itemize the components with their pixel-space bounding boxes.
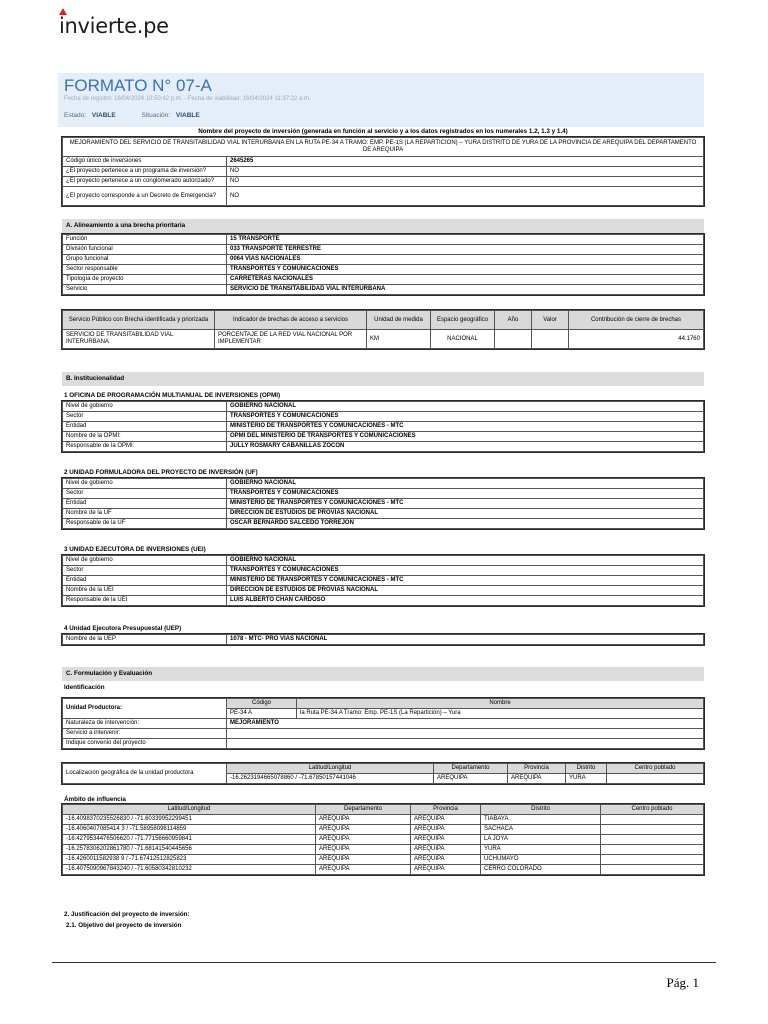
column-header: Valor <box>532 311 569 330</box>
row-value <box>227 729 704 739</box>
row-value: DIRECCIÓN DE ESTUDIOS DE PROVIAS NACIONAL <box>227 586 704 596</box>
column-header: Provincia <box>411 805 481 815</box>
table-row <box>63 255 704 265</box>
objetivo-title: 2.1. Objetivo del proyecto de inversión <box>66 922 182 929</box>
row-label: Responsable de la UF <box>63 519 227 529</box>
row-value: MINISTERIO DE TRANSPORTES Y COMUNICACIONES - MTC <box>227 422 704 432</box>
row-label: Nombre de la UEI <box>63 586 227 596</box>
project-name-title: Nombre del proyecto de inversión (generada en función al servicio y a los datos registrados en los numerales 1.2, 1.3 y 1.4) <box>198 128 568 135</box>
table-row <box>63 825 704 835</box>
row-value: MINISTERIO DE TRANSPORTES Y COMUNICACIONES - MTC <box>227 499 704 509</box>
invierte-pe-logo <box>59 14 169 38</box>
row-label: Función <box>63 235 227 245</box>
cell: AREQUIPA <box>316 865 411 875</box>
general-table <box>62 137 704 206</box>
table-row <box>63 479 704 489</box>
brecha-header-row <box>63 311 704 330</box>
form-title: FORMATO N° 07-A <box>64 76 212 95</box>
row-label: Servicio <box>63 285 227 295</box>
row-label: Entidad <box>63 422 227 432</box>
cell <box>532 330 569 349</box>
column-header: Año <box>495 311 532 330</box>
cell: -16.2578306202861780 / -71.68141540445656 <box>63 845 316 855</box>
form-dates: Fecha de registro: 16/04/2024 10:50:42 p.m. - Fecha de viabilidad: 16/04/2024 11:37:22 a.m. <box>64 96 311 102</box>
row-value: TRANSPORTES Y COMUNICACIONES <box>227 489 704 499</box>
table-row <box>63 865 704 875</box>
cell: -16.4075090967843240 / -71.60580342810232 <box>63 865 316 875</box>
column-header: Espacio geográfico <box>431 311 495 330</box>
column-header: Indicador de brechas de acceso a servicios <box>215 311 367 330</box>
row-label: Sector <box>63 412 227 422</box>
ambito-table <box>62 804 704 875</box>
row-label: División funcional <box>63 245 227 255</box>
loc-header-row <box>63 764 704 774</box>
table-row <box>63 177 704 187</box>
table-row <box>63 412 704 422</box>
cell: YURA <box>566 774 607 784</box>
table-row <box>63 509 704 519</box>
estado-value: VIABLE <box>91 112 116 119</box>
table-row <box>63 157 704 167</box>
table-row <box>63 815 704 825</box>
cell: AREQUIPA <box>411 855 481 865</box>
section-c-bar <box>62 667 704 681</box>
cell: PE-34 A <box>227 709 297 719</box>
row-label: Sector <box>63 489 227 499</box>
row-value: MEJORAMIENTO <box>227 719 704 729</box>
up-header-row <box>63 699 704 709</box>
uep-title: 4 Unidad Ejecutora Presupuestal (UEP) <box>64 625 182 632</box>
cell: 44.1760 <box>569 330 704 349</box>
table-row <box>63 556 704 566</box>
logo-arrow-icon <box>59 8 67 15</box>
cell: -16.4279534476506620 / -71.77156660959841 <box>63 835 316 845</box>
row-label: ¿El proyecto corresponde a un Decreto de Emergencia? <box>63 187 227 206</box>
row-value: 1078 - MTC- PRO VIAS NACIONAL <box>227 635 704 645</box>
cell: AREQUIPA <box>411 835 481 845</box>
row-value: GOBIERNO NACIONAL <box>227 556 704 566</box>
row-value: 0064 VÍAS NACIONALES <box>227 255 704 265</box>
column-header: Servicio Público con Brecha identificada y priorizada <box>63 311 215 330</box>
row-value: 2645265 <box>227 157 704 167</box>
column-header: Departamento <box>316 805 411 815</box>
table-row <box>63 835 704 845</box>
cell: YURA <box>481 845 601 855</box>
ambito-header-row <box>63 805 704 815</box>
column-header: Latitud/Longitud <box>63 805 316 815</box>
cell: KM <box>367 330 431 349</box>
row-label: Código único de inversiones <box>63 157 227 167</box>
row-value: CARRETERAS NACIONALES <box>227 275 704 285</box>
row-label: Nivel de gobierno <box>63 479 227 489</box>
row-label: Nombre de la UEP <box>63 635 227 645</box>
table-row <box>63 432 704 442</box>
row-value: SERVICIO DE TRANSITABILIDAD VIAL INTERURBANA <box>227 285 704 295</box>
table-row <box>63 519 704 529</box>
row-value: JULLY ROSMARY CABANILLAS ZOCON <box>227 442 704 452</box>
table-row <box>63 719 704 729</box>
table-row <box>63 855 704 865</box>
row-label: Nombre de la UF <box>63 509 227 519</box>
row-value: NO <box>227 167 704 177</box>
table-row <box>63 729 704 739</box>
table-row <box>63 635 704 645</box>
status-line <box>64 112 200 119</box>
row-value: TRANSPORTES Y COMUNICACIONES <box>227 265 704 275</box>
row-label: Responsable de la OPMI: <box>63 442 227 452</box>
table-row <box>63 275 704 285</box>
cell: AREQUIPA <box>316 825 411 835</box>
row-label: Sector <box>63 566 227 576</box>
cell: AREQUIPA <box>434 774 508 784</box>
identificacion-table <box>62 698 704 749</box>
table-row <box>63 586 704 596</box>
table-row <box>63 845 704 855</box>
cell: AREQUIPA <box>316 845 411 855</box>
row-label: Servicio a intervenir: <box>63 729 227 739</box>
cell: AREQUIPA <box>316 855 411 865</box>
table-row <box>63 330 704 349</box>
row-label: Nombre de la OPMI: <box>63 432 227 442</box>
cell: SERVICIO DE TRANSITABILIDAD VIAL INTERURBANA <box>63 330 215 349</box>
cell: LA JOYA <box>481 835 601 845</box>
table-row <box>63 285 704 295</box>
cell: AREQUIPA <box>316 815 411 825</box>
localizacion-label: Localización geográfica de la unidad productora <box>63 764 227 784</box>
cell: AREQUIPA <box>411 845 481 855</box>
table-row <box>63 245 704 255</box>
row-label: ¿El proyecto pertenece a un conglomerado autorizado? <box>63 177 227 187</box>
row-label: Sector responsable <box>63 265 227 275</box>
column-header: Latitud/Longitud <box>227 764 434 774</box>
row-value: TRANSPORTES Y COMUNICACIONES <box>227 566 704 576</box>
uei-title: 3 UNIDAD EJECUTORA DE INVERSIONES (UEI) <box>64 546 206 553</box>
cell: AREQUIPA <box>411 865 481 875</box>
row-label: Nivel de gobierno <box>63 556 227 566</box>
cell: UCHUMAYO <box>481 855 601 865</box>
uf-title: 2 UNIDAD FORMULADORA DEL PROYECTO DE INVERSIÓN (UF) <box>64 469 258 476</box>
column-header: Centro poblado <box>601 805 704 815</box>
row-value: GOBIERNO NACIONAL <box>227 402 704 412</box>
section-a-bar <box>62 219 704 233</box>
situacion-value: VIABLE <box>175 112 200 119</box>
section-b-title: B. Institucionalidad <box>66 375 125 382</box>
cell <box>495 330 532 349</box>
column-header: Distrito <box>566 764 607 774</box>
row-value: NO <box>227 187 704 206</box>
row-label: Entidad <box>63 576 227 586</box>
cell: AREQUIPA <box>316 835 411 845</box>
opmi-table <box>62 401 704 452</box>
section-c-title: C. Formulación y Evaluación <box>66 670 153 677</box>
cell: NACIONAL <box>431 330 495 349</box>
cell <box>601 845 704 855</box>
localizacion-table <box>62 763 704 784</box>
cell <box>601 815 704 825</box>
project-name-row <box>63 138 704 157</box>
column-header: Contribución de cierre de brechas <box>569 311 704 330</box>
cell: SACHACA <box>481 825 601 835</box>
row-value: LUIS ALBERTO CHAN CARDOSO <box>227 596 704 606</box>
row-value: OPMI DEL MINISTERIO DE TRANSPORTES Y COMUNICACIONES <box>227 432 704 442</box>
row-label: Naturaleza de intervención: <box>63 719 227 729</box>
row-label: ¿El proyecto pertenece a un programa de inversión? <box>63 167 227 177</box>
table-row <box>63 442 704 452</box>
table-row <box>63 596 704 606</box>
table-row <box>63 167 704 177</box>
column-header: Distrito <box>481 805 601 815</box>
cell <box>601 865 704 875</box>
column-header: Unidad de medida <box>367 311 431 330</box>
section-b-bar <box>62 372 704 386</box>
row-value: NO <box>227 177 704 187</box>
row-value: MINISTERIO DE TRANSPORTES Y COMUNICACIONES - MTC <box>227 576 704 586</box>
cell: AREQUIPA <box>508 774 566 784</box>
column-header: Centro poblado <box>607 764 704 774</box>
cell: TIABAYA <box>481 815 601 825</box>
cell <box>607 774 704 784</box>
table-row <box>63 265 704 275</box>
situacion-label: Situación: <box>141 112 171 119</box>
section-a-table <box>62 234 704 295</box>
table-row <box>63 739 704 749</box>
table-row <box>63 235 704 245</box>
row-value: 15 TRANSPORTE <box>227 235 704 245</box>
uf-table <box>62 478 704 529</box>
footer-divider <box>52 962 716 963</box>
table-row <box>63 499 704 509</box>
project-name: MEJORAMIENTO DEL SERVICIO DE TRANSITABILIDAD VIAL INTERURBANA EN LA RUTA PE-34 A TRAMO: EMP. PE-1S (LA REPARTICION) – YURA DISTRITO DE YURA DE LA PROVINCIA DE AREQUIPA DEL DEPARTAMENTO DE AREQUIPA <box>63 138 704 157</box>
estado-label: Estado: <box>64 112 87 119</box>
table-row <box>63 576 704 586</box>
justificacion-title: 2. Justificación del proyecto de inversión: <box>64 911 190 918</box>
column-header: Código <box>227 699 297 709</box>
row-value: GOBIERNO NACIONAL <box>227 479 704 489</box>
brecha-table <box>62 310 704 349</box>
row-value: TRANSPORTES Y COMUNICACIONES <box>227 412 704 422</box>
row-label: Nivel de gobierno <box>63 402 227 412</box>
unidad-productora-label: Unidad Productora: <box>63 699 227 719</box>
row-label: Responsable de la UEI <box>63 596 227 606</box>
cell <box>601 835 704 845</box>
cell: PORCENTAJE DE LA RED VIAL NACIONAL POR IMPLEMENTAR <box>215 330 367 349</box>
table-row <box>63 187 704 206</box>
identificacion-title: Identificación <box>64 684 105 691</box>
column-header: Departamento <box>434 764 508 774</box>
cell <box>601 855 704 865</box>
table-row <box>63 489 704 499</box>
cell: AREQUIPA <box>411 825 481 835</box>
row-label: Entidad <box>63 499 227 509</box>
row-label: Tipología de proyecto <box>63 275 227 285</box>
uep-table <box>62 634 704 645</box>
table-row <box>63 402 704 412</box>
table-row <box>63 422 704 432</box>
cell <box>601 825 704 835</box>
page-number: Pág. 1 <box>666 975 699 990</box>
cell: -16.4098370235526830 / -71.60339952299451 <box>63 815 316 825</box>
row-value: 033 TRANSPORTE TERRESTRE <box>227 245 704 255</box>
section-a-title: A. Alineamiento a una brecha prioritaria <box>66 222 186 229</box>
logo-text: invierte.pe <box>59 14 169 38</box>
cell: CERRO COLORADO <box>481 865 601 875</box>
cell: -16.4060407085414 3 / -71.58958098114859 <box>63 825 316 835</box>
column-header: Provincia <box>508 764 566 774</box>
row-label: Indique convenio del proyecto <box>63 739 227 749</box>
cell: la Ruta PE-34 A Tramo: Emp. PE-1S (La Repartición) – Yura <box>297 709 704 719</box>
row-value: DIRECCIÓN DE ESTUDIOS DE PROVÍAS NACIONAL <box>227 509 704 519</box>
row-value <box>227 739 704 749</box>
opmi-title: 1 OFICINA DE PROGRAMACIÓN MULTIANUAL DE INVERSIONES (OPMI) <box>64 392 281 399</box>
table-row <box>63 566 704 576</box>
cell: -16.4260011582938 9 / -71.67412512825823 <box>63 855 316 865</box>
cell: AREQUIPA <box>411 815 481 825</box>
row-label: Grupo funcional <box>63 255 227 265</box>
uei-table <box>62 555 704 606</box>
column-header: Nombre <box>297 699 704 709</box>
cell: -16.2623194665078860 / -71.67850157441046 <box>227 774 434 784</box>
row-value: OSCAR BERNARDO SALCEDO TORREJON <box>227 519 704 529</box>
ambito-title: Ámbito de influencia <box>64 796 126 803</box>
